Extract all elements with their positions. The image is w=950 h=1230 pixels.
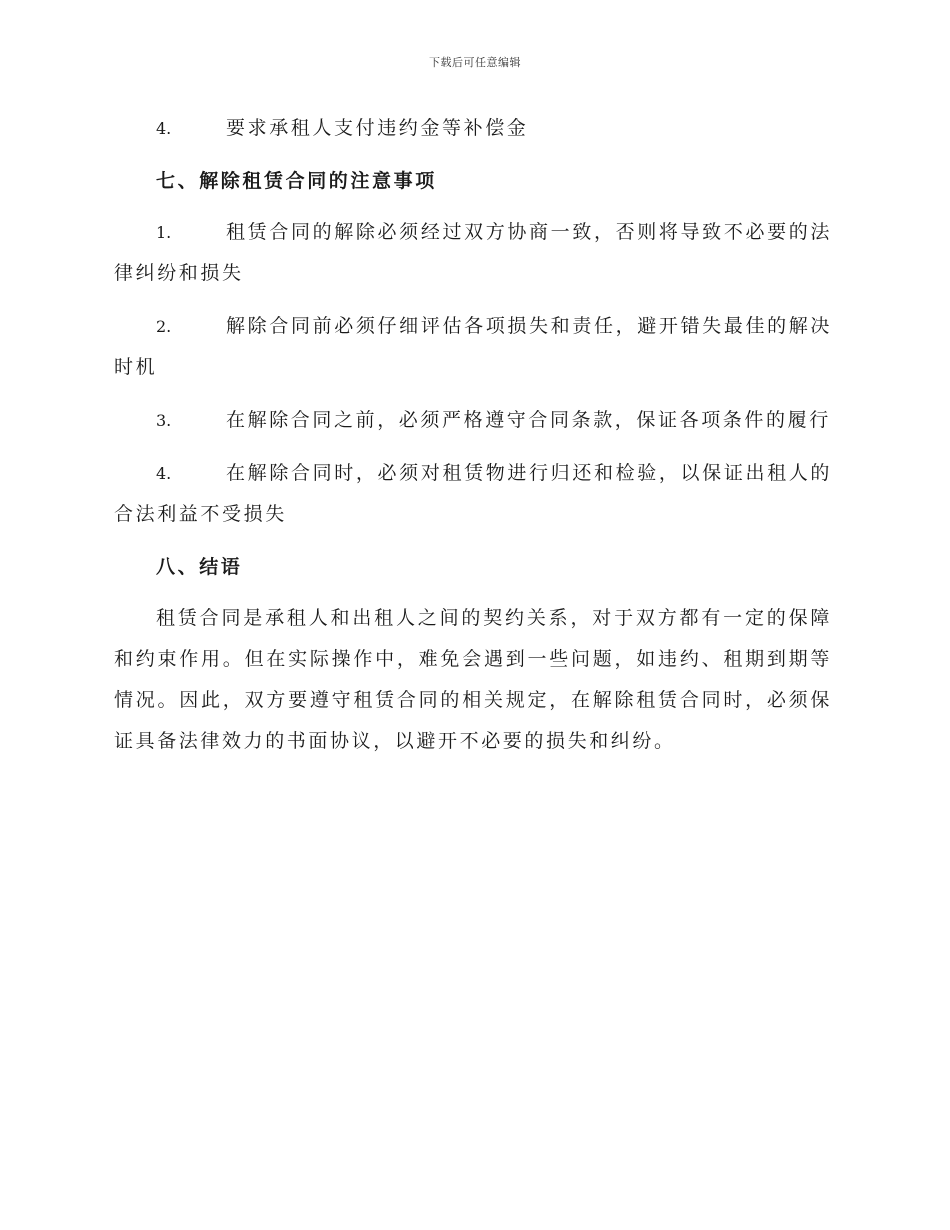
list-item-text: 在解除合同时，必须对租赁物进行归还和检验，以保证出租人的合法利益不受损失 (114, 462, 832, 525)
page-header: 下载后可任意编辑 (429, 56, 521, 69)
list-item-text: 解除合同前必须仔细评估各项损失和责任，避开错失最佳的解决时机 (114, 315, 832, 378)
list-item (114, 108, 832, 149)
list-item (114, 212, 832, 294)
list-item (114, 453, 832, 535)
list-item-number: 4. (156, 119, 172, 138)
conclusion-paragraph: 租赁合同是承租人和出租人之间的契约关系，对于双方都有一定的保障和约束作用。但在实际操作中，难免会遇到一些问题，如违约、租期到期等情况。因此，双方要遵守租赁合同的相关规定，在解除租赁合同时，必须保证具备法律效力的书面协议，以避开不必要的损失和纠纷。 (114, 607, 832, 752)
list-item-text: 在解除合同之前，必须严格遵守合同条款，保证各项条件的履行 (226, 409, 831, 431)
list-item-text: 租赁合同的解除必须经过双方协商一致，否则将导致不必要的法律纠纷和损失 (114, 221, 832, 284)
list-item (114, 306, 832, 388)
section-heading-8: 八、结语 (156, 556, 243, 578)
list-item (114, 400, 832, 441)
list-item-text: 要求承租人支付违约金等补偿金 (226, 117, 529, 139)
list-item-number: 1. (156, 223, 172, 242)
list-item-number: 3. (156, 411, 172, 430)
section-heading-7: 七、解除租赁合同的注意事项 (156, 170, 437, 192)
document-body (114, 108, 832, 762)
list-item-number: 2. (156, 317, 172, 336)
list-item-number: 4. (156, 464, 172, 483)
